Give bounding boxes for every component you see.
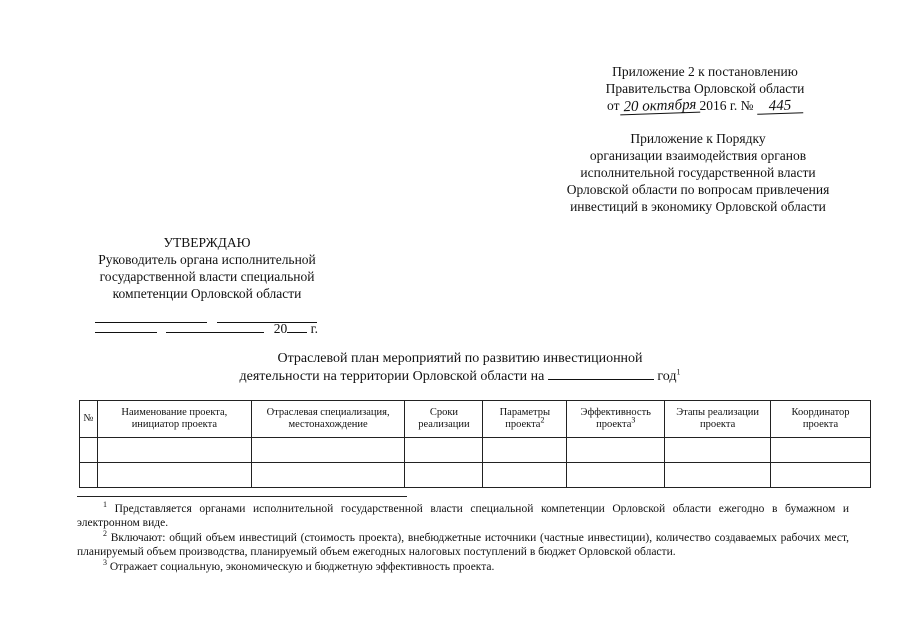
- order-line-3: исполнительной государственной власти: [580, 165, 816, 180]
- col-parameters: Параметры проекта$^2$: [483, 401, 567, 438]
- footnote-2: $^2$ Включают: общий объем инвестиций (стоимость проекта), внебюджетные источники (частные инвестиции), количество создаваемых рабочих мест, планируемый объем производства, планируемый объем ежегодных налоговых поступлений в бюджет Орловской области.: [77, 529, 850, 558]
- from-label: от: [607, 98, 620, 113]
- title-line-2-text: деятельности на территории Орловской области на: [239, 369, 545, 384]
- title-line-2: [180, 367, 740, 385]
- order-line-4: Орловской области по вопросам привлечения: [566, 182, 830, 197]
- title-line-1: Отраслевой план мероприятий по развитию инвестиционной: [277, 351, 643, 366]
- footnote-3: $^3$ Отражает социальную, экономическую и бюджетную эффективность проекта.: [103, 558, 495, 573]
- handwritten-date: 20 октября: [619, 98, 699, 116]
- approve-line-3: компетенции Орловской области: [112, 286, 302, 301]
- footnote-separator: [77, 496, 407, 497]
- appendix-date-line: [560, 97, 850, 114]
- title-year-line: [548, 367, 654, 380]
- year-number-label: 2016 г. №: [699, 98, 754, 113]
- col-project-name: Наименование проекта, инициатор проекта: [97, 401, 251, 438]
- order-line-1: Приложение к Порядку: [630, 131, 766, 146]
- title-year-word: год: [657, 369, 677, 384]
- order-line-2: организации взаимодействия органов: [589, 148, 807, 163]
- day-line: [95, 320, 157, 333]
- appendix-line-2: Правительства Орловской области: [605, 81, 805, 96]
- order-appendix: [548, 130, 848, 215]
- title-footnote-ref: 1: [676, 367, 681, 377]
- col-terms: Сроки реализации: [405, 401, 483, 438]
- table-row: [80, 463, 871, 488]
- approve-heading: УТВЕРЖДАЮ: [163, 235, 251, 250]
- plan-table: [79, 400, 871, 488]
- handwritten-number: 445: [757, 98, 803, 115]
- year-line: [287, 320, 307, 333]
- footnotes: [77, 502, 849, 575]
- approve-line-2: государственной власти специальной: [99, 269, 315, 284]
- col-efficiency: Эффективность проекта$^3$: [567, 401, 665, 438]
- approval-date-row: [95, 320, 318, 337]
- year-prefix: 20: [273, 321, 288, 336]
- table-header-row: [80, 401, 871, 438]
- approve-line-1: Руководитель органа исполнительной: [98, 252, 316, 267]
- month-line: [166, 320, 264, 333]
- footnote-1: $^1$ Представляется органами исполнительной государственной власти специальной компетенции Орловской области ежегодно в бумажном и электронном виде.: [77, 500, 850, 529]
- appendix-line-1: Приложение 2 к постановлению: [612, 64, 798, 79]
- col-stages: Этапы реализации проекта: [665, 401, 771, 438]
- table-row: [80, 438, 871, 463]
- col-number: №: [80, 401, 98, 438]
- plan-title: [180, 350, 740, 385]
- col-coordinator: Координатор проекта: [771, 401, 871, 438]
- order-line-5: инвестиций в экономику Орловской области: [570, 199, 826, 214]
- col-specialization: Отраслевая специализация, местонахождение: [251, 401, 405, 438]
- approval-block: [78, 234, 336, 302]
- year-suffix: г.: [310, 321, 319, 336]
- appendix-header: [560, 63, 850, 114]
